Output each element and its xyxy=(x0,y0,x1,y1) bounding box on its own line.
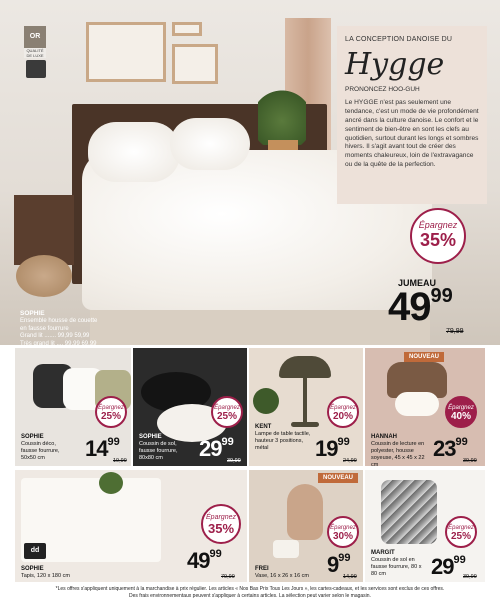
price-cents: 99 xyxy=(337,436,350,448)
product-name: SOPHIE xyxy=(21,434,44,440)
savings-pct: 25% xyxy=(450,531,471,542)
price-cents: 99 xyxy=(453,554,466,566)
savings-pct: 25% xyxy=(216,411,237,422)
wall-frame xyxy=(172,44,218,84)
hero-product-info xyxy=(20,310,97,348)
savings-label: Épargnez xyxy=(214,405,240,411)
product-tile[interactable] xyxy=(133,348,247,466)
lamp-base xyxy=(291,422,319,427)
new-tag: NOUVEAU xyxy=(404,352,444,362)
legal-footer xyxy=(0,586,500,599)
product-name: KENT xyxy=(255,424,272,430)
product-desc: Coussin de sol en fausse fourrure, 80 x 80 cm xyxy=(371,557,422,577)
vase xyxy=(287,484,323,540)
product-name: HANNAH xyxy=(371,434,397,440)
old-price: 39,99 xyxy=(463,458,477,464)
savings-label: Épargnez xyxy=(418,220,458,230)
new-tag: NOUVEAU xyxy=(318,473,358,483)
savings-bubble xyxy=(211,396,243,428)
product-name: SOPHIE xyxy=(21,566,44,572)
savings-bubble xyxy=(327,396,359,428)
old-price: 39,99 xyxy=(227,458,241,464)
hygge-panel xyxy=(337,26,487,204)
wall-shelf xyxy=(86,22,166,82)
price-cents: 99 xyxy=(221,436,234,448)
hero-product-desc2: en fausse fourrure xyxy=(20,325,69,332)
product-desc: Lampe de table tactile, hauteur 3 positions, métal xyxy=(255,431,311,451)
color-swatch xyxy=(26,60,46,78)
product-tile[interactable] xyxy=(15,470,247,582)
savings-pct: 35% xyxy=(207,521,235,536)
price-main: 49 xyxy=(187,548,210,573)
plant xyxy=(258,85,306,145)
hero-size-label: JUMEAU xyxy=(398,278,437,288)
price-cents: 99 xyxy=(338,552,351,564)
hero-savings-bubble xyxy=(410,208,466,264)
hero-old-price: 79,99 xyxy=(446,328,464,335)
hygge-body: Le HYGGE n'est pas seulement une tendance, c'est un mode de vie profondément ancré dans la culture danoise. Le confort et le sentiment de bien-être en sont les clefs au quotidien, surtout durant les longs et sombres hivers. Il s'agit avant tout de créer des moments chaleureux, loin de l'extravagance ou de la quête de la perfection. xyxy=(345,99,479,169)
pillow-right xyxy=(170,118,250,170)
price-main: 9 xyxy=(327,552,339,577)
plant xyxy=(253,388,279,414)
savings-bubble: Épargnez 30% xyxy=(327,516,359,548)
footer-line1: *Les offres s'appliquent uniquement à la marchandise à prix régulier. Les articles « Nos Bas Prix Tous Les Jours », les cartes-cadeaux, et les services sont exclus de ces offres. xyxy=(55,586,445,592)
product-tile[interactable] xyxy=(249,470,363,582)
savings-label: Épargnez xyxy=(330,405,356,411)
old-price: 19,99 xyxy=(113,458,127,464)
product-name: MARGIT xyxy=(371,550,395,556)
hero-product-name: SOPHIE xyxy=(20,310,45,317)
price-main: 49 xyxy=(388,285,431,329)
wall-frame-small xyxy=(172,22,202,36)
footer-line2: Des frais environnementaux peuvent s'appliquer à certains articles. La sélection peut varier selon le magasin. xyxy=(129,592,371,599)
product-tile[interactable] xyxy=(365,470,485,582)
reading-pillow-front xyxy=(395,392,439,416)
price-cents: 99 xyxy=(209,548,222,560)
quality-badge: OR xyxy=(24,26,46,48)
price-cents: 99 xyxy=(107,436,120,448)
product-desc: Vase, 16 x 26 x 16 cm xyxy=(255,573,310,579)
brand-logo: dd xyxy=(24,543,46,559)
hygge-title: Hygge xyxy=(345,47,445,82)
savings-bubble xyxy=(95,396,127,428)
product-price xyxy=(431,554,466,580)
hygge-kicker: LA CONCEPTION DANOISE DU xyxy=(345,36,453,43)
lamp-stem xyxy=(303,378,307,424)
savings-label: Épargnez xyxy=(448,405,474,411)
price-cents: 99 xyxy=(455,436,468,448)
price-main: 14 xyxy=(85,436,108,461)
savings-pct: 25% xyxy=(100,411,121,422)
hero-price xyxy=(388,285,453,330)
product-tile[interactable] xyxy=(249,348,363,466)
savings-pct: 35% xyxy=(419,230,457,250)
product-desc: Tapis, 120 x 180 cm xyxy=(21,573,70,579)
savings-bubble xyxy=(445,396,477,428)
quality-badge-sub: QUALITÉ DE LUXE xyxy=(24,48,46,58)
old-price: 24,99 xyxy=(343,458,357,464)
plant xyxy=(99,472,123,494)
hero-product-desc4: Très grand lit .... 99,99 69,99 xyxy=(20,340,97,347)
product-tile[interactable] xyxy=(15,348,131,466)
price-main: 29 xyxy=(199,436,222,461)
savings-label: Épargnez xyxy=(98,405,124,411)
hero-product-desc1: Ensemble housse de couette xyxy=(20,318,98,325)
lamp-shade xyxy=(279,356,331,378)
product-desc: Coussin de lecture en polyester, housse soyeuse, 45 x 45 x 22 cm xyxy=(371,441,425,466)
price-cents: 99 xyxy=(430,285,453,307)
price-main: 29 xyxy=(431,554,454,579)
hygge-pronunciation: PRONONCEZ HOO-GUH xyxy=(345,86,420,93)
product-tile[interactable] xyxy=(365,348,485,466)
savings-bubble xyxy=(201,504,241,544)
savings-label: Épargnez xyxy=(448,525,474,531)
product-price xyxy=(187,548,222,574)
savings-label: Épargnez xyxy=(206,514,236,521)
price-main: 19 xyxy=(315,436,338,461)
savings-pct: 20% xyxy=(332,411,353,422)
old-price: 39,99 xyxy=(463,574,477,580)
product-desc: Coussin de sol, fausse fourrure, 80x80 cm xyxy=(139,441,178,461)
mug xyxy=(273,540,299,558)
pouf xyxy=(16,255,72,297)
hero-product-desc3: Grand lit ....... 99,99 59,99 xyxy=(20,333,90,340)
old-price: 79,99 xyxy=(221,574,235,580)
savings-pct: 40% xyxy=(450,411,471,422)
product-name: SOPHIE xyxy=(139,434,162,440)
old-price: 14,99 xyxy=(343,574,357,580)
price-main: 23 xyxy=(433,436,456,461)
pillow-left xyxy=(88,122,180,182)
savings-bubble xyxy=(445,516,477,548)
product-name: FREI xyxy=(255,566,269,572)
product-desc: Coussin déco, fausse fourrure, 50x50 cm xyxy=(21,441,60,461)
fur-cushion xyxy=(381,480,437,544)
